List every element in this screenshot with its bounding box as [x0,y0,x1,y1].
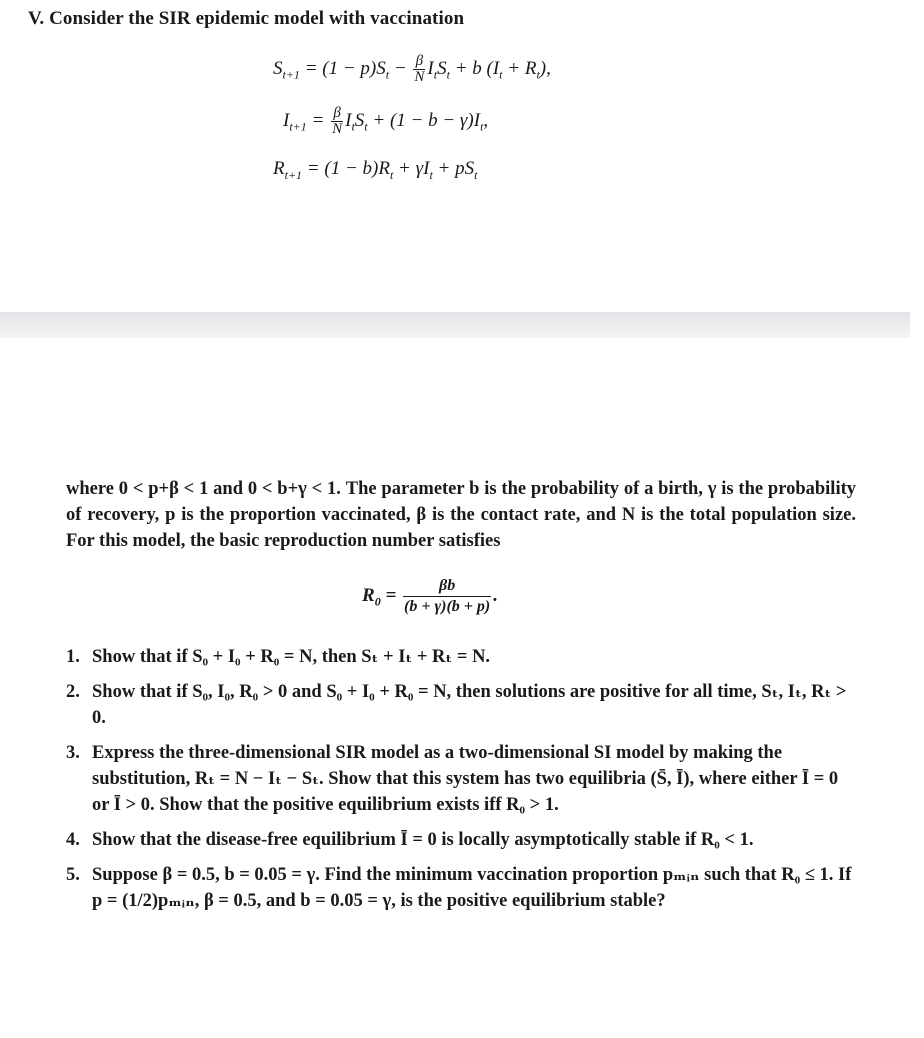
equation-r: $R_{t+1} = (1 - b)R_t + \gamma I_t + pS_t$ [273,158,478,182]
list-item [66,862,856,914]
item-number: 1. [66,647,80,667]
equation-i: $I_{t+1}$ = $\frac{\beta}{N}$ $I_tS_t + (1 - b - \gamma)I_t$, [283,105,489,137]
fraction-r0: $\frac{\beta b}{(b + \gamma)(b + p)}$ [404,577,491,615]
item-text: Suppose β = 0.5, b = 0.05 = γ. Find the minimum vaccination proportion pₘᵢₙ such that R₀ ≤ 1. If p = (1/2)pₘᵢₙ, β = 0.5, and b = 0.05 = γ, is the positive equilibrium stable? [92,865,852,911]
model-description-paragraph: where 0 < p+β < 1 and 0 < b+γ < 1. The parameter b is the probability of a birth, γ is the probability of recovery, p is the proportion vaccinated, β is the contact rate, and N is the total population size. For this model, the basic reproduction number satisfies [66,479,856,551]
r0-formula: $R_0$ = $\frac{\beta b}{(b + \gamma)(b + p)}$ . [362,577,498,615]
item-number: 5. [66,865,80,885]
fraction-beta-n: $\frac{\beta}{N}$ [414,53,425,85]
item-text: Express the three-dimensional SIR model as a two-dimensional SI model by making the substitution, Rₜ = N − Iₜ − Sₜ. Show that this system has two equilibria (S̄, Ī), where either Ī = 0 or Ī > 0. Show that the positive equilibrium exists iff R₀ > 1. [92,743,839,815]
page-separator-band [0,312,910,338]
list-item [66,679,856,731]
list-item [66,827,856,853]
list-item [66,644,856,670]
item-number: 3. [66,743,80,763]
item-text: Show that if S₀, I₀, R₀ > 0 and S₀ + I₀ + R₀ = N, then solutions are positive for all time, Sₜ, Iₜ, Rₜ > 0. [92,682,847,728]
eq-s-lhs: S [273,57,283,79]
equation-s: $S_{t+1} = (1 - p)S_t$ − $\frac{\beta}{N}$ $I_tS_t + b$ $(I_t + R_t)$, [273,53,551,85]
list-item [66,740,856,818]
item-text: Show that the disease-free equilibrium Ī = 0 is locally asymptotically stable if R₀ < 1. [92,830,754,850]
eq-i-lhs: I [283,109,290,131]
fraction-beta-n-2: $\frac{\beta}{N}$ [332,105,343,137]
item-number: 4. [66,830,80,850]
section-heading: V. Consider the SIR epidemic model with vaccination [28,8,465,29]
eq-r-lhs: R [273,158,285,179]
item-text: Show that if S₀ + I₀ + R₀ = N, then Sₜ + Iₜ + Rₜ = N. [92,647,491,667]
exercise-list [66,644,856,923]
item-number: 2. [66,682,80,702]
